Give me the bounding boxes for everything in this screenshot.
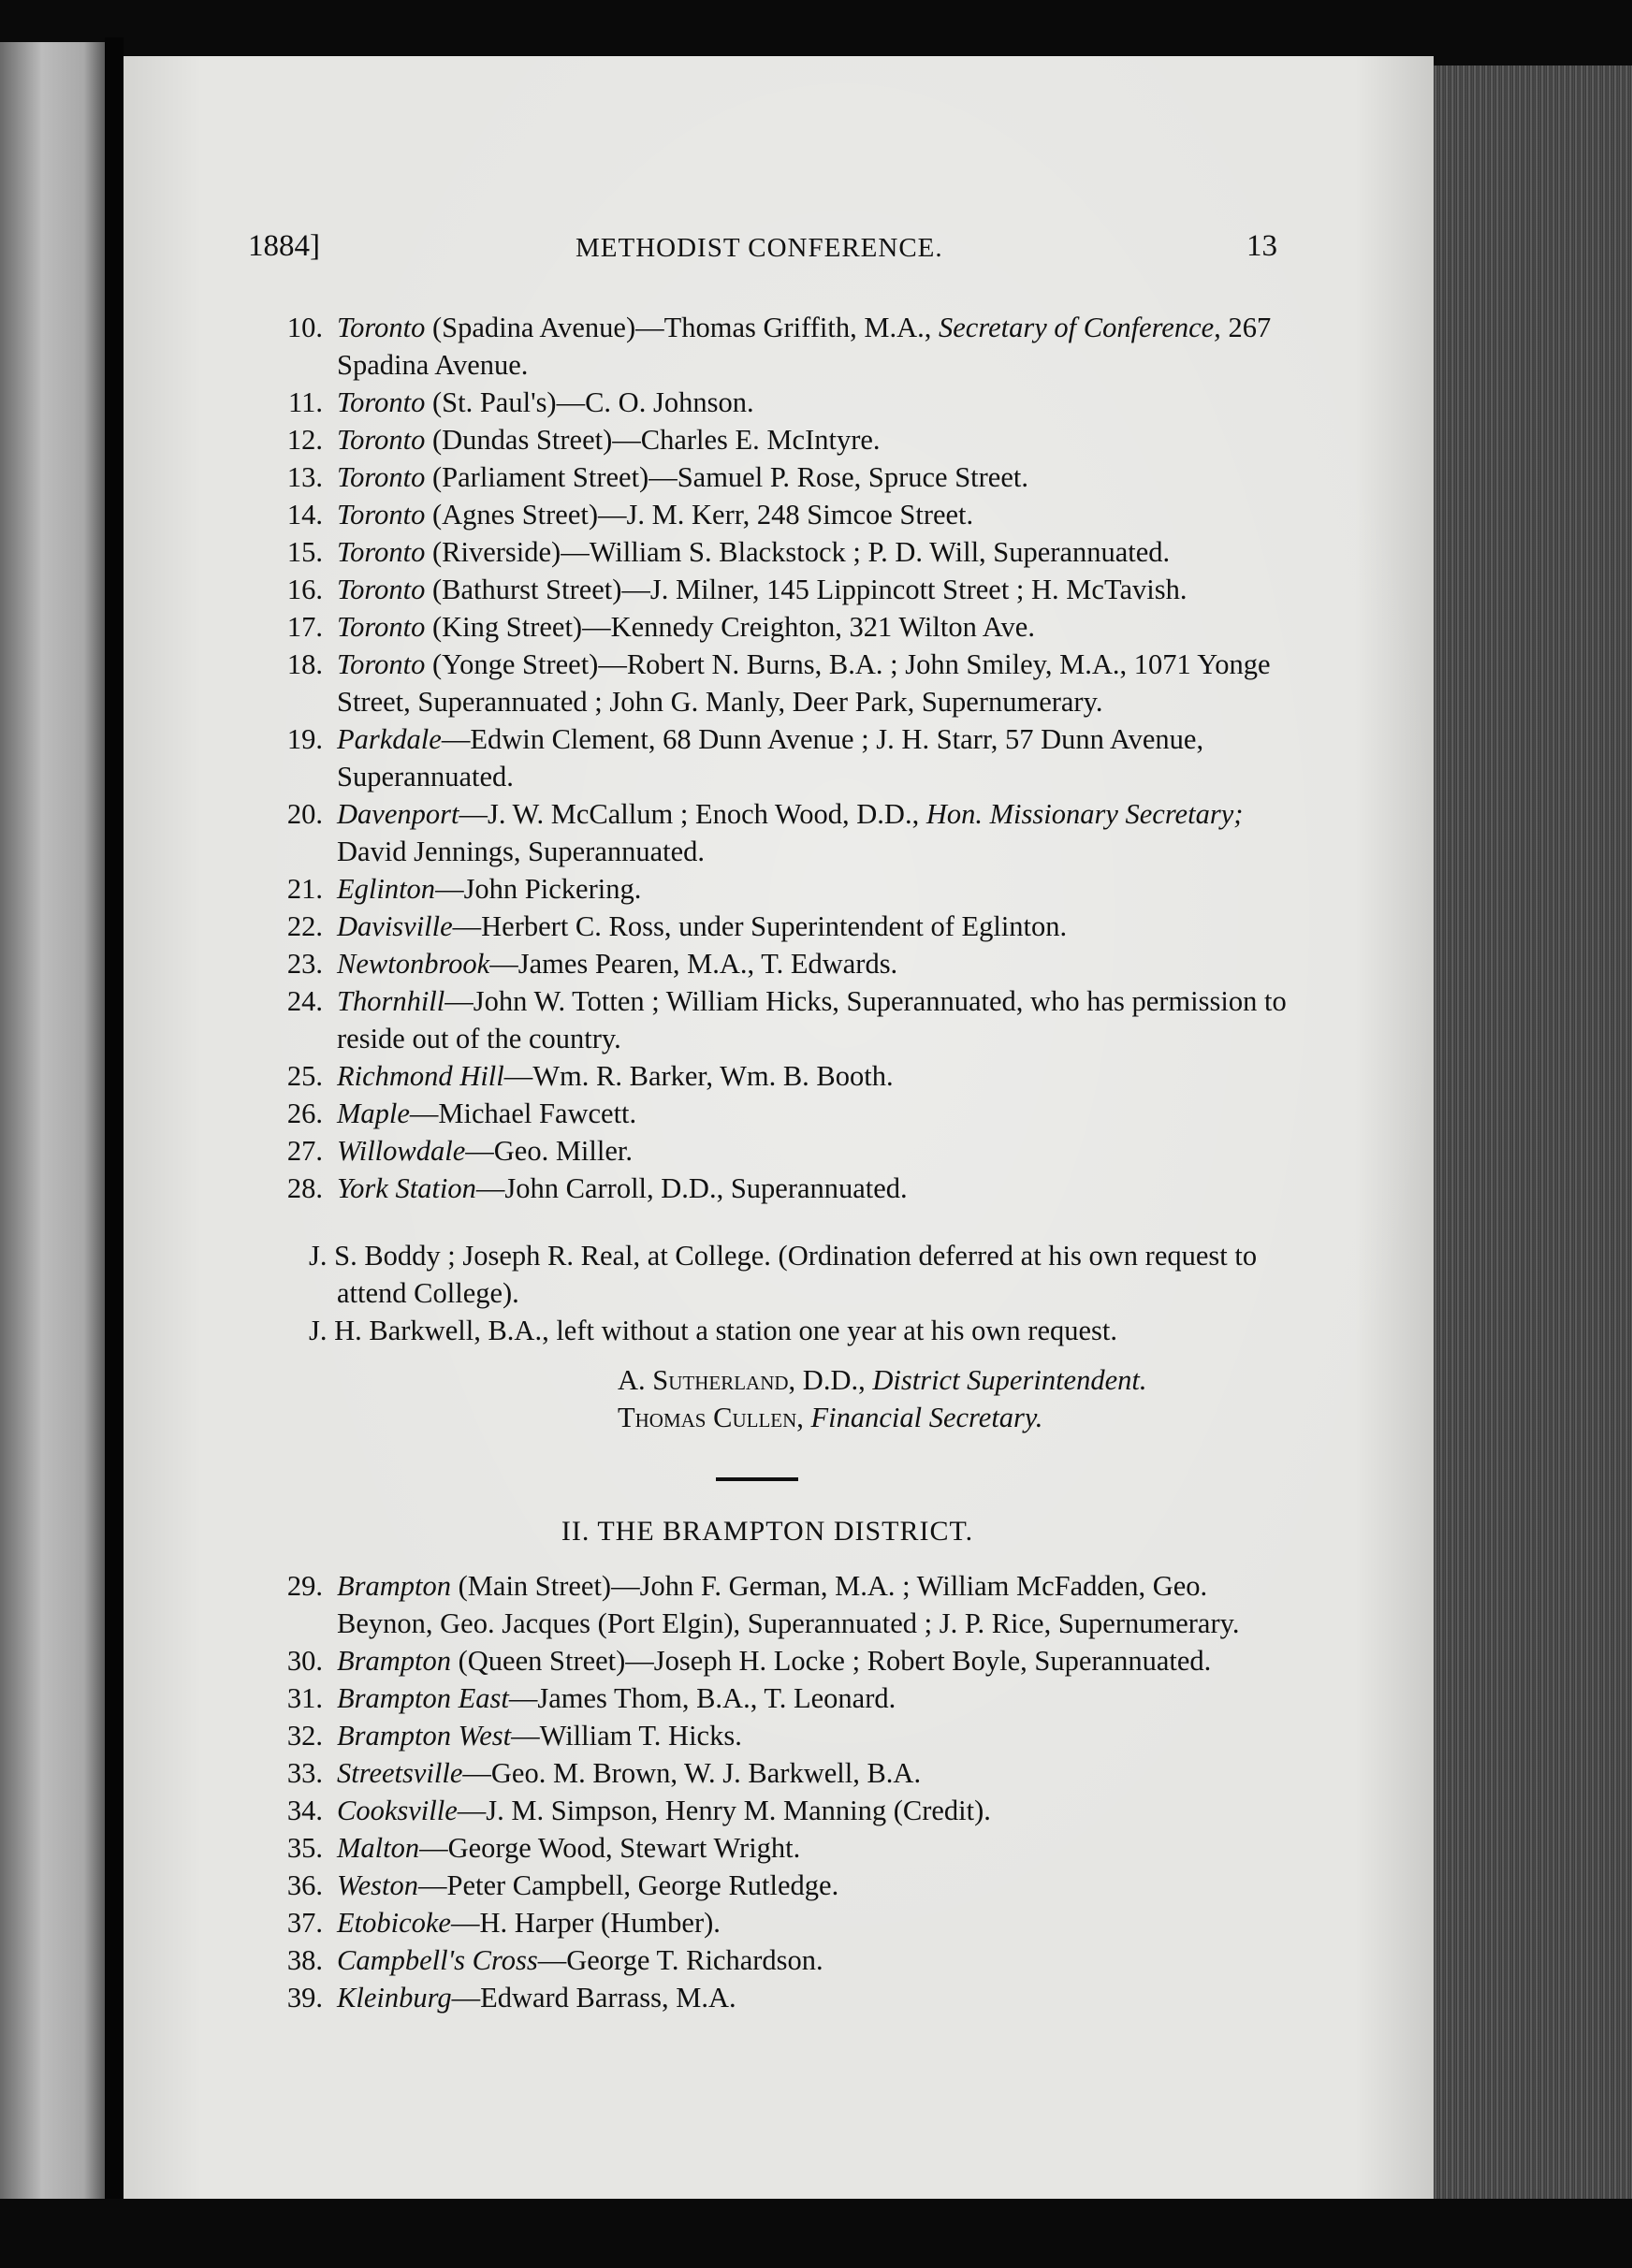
entry-text: —Geo. Miller. — [465, 1135, 633, 1167]
entry-place: Toronto — [337, 499, 426, 531]
entry-number: 19. — [286, 723, 323, 755]
list-item — [248, 1095, 1287, 1132]
entry-text: —James Pearen, M.A., T. Edwards. — [489, 948, 898, 980]
entry-text: —John Pickering. — [435, 873, 642, 905]
signature-line — [248, 1399, 1287, 1436]
entry-number: 34. — [286, 1795, 323, 1826]
entry-text: —John W. Totten ; William Hicks, Superannuated, who has permission to reside out of the country. — [337, 985, 1287, 1054]
entry-number: 28. — [286, 1172, 323, 1204]
list-item — [248, 795, 1287, 870]
entry-place: Cooksville — [337, 1795, 458, 1826]
entry-text: (Queen Street)—Joseph H. Locke ; Robert Boyle, Superannuated. — [451, 1645, 1212, 1677]
entry-place: York Station — [337, 1172, 476, 1204]
entry-text: —George T. Richardson. — [537, 1944, 823, 1976]
list-item — [248, 384, 1287, 421]
entry-number: 38. — [286, 1944, 323, 1976]
list-item — [248, 1941, 1287, 1979]
entry-place: Maple — [337, 1098, 410, 1129]
entry-number: 11. — [288, 386, 323, 418]
entry-number: 26. — [286, 1098, 323, 1129]
entry-place: Thornhill — [337, 985, 445, 1017]
entry-text: —Edwin Clement, 68 Dunn Avenue ; J. H. Starr, 57 Dunn Avenue, Superannuated. — [337, 723, 1204, 792]
list-item — [248, 571, 1287, 608]
list-item — [248, 945, 1287, 982]
entry-text: (Parliament Street)—Samuel P. Rose, Spruce Street. — [425, 461, 1028, 493]
entry-place: Etobicoke — [337, 1907, 451, 1939]
entry-number: 20. — [286, 798, 323, 830]
district-title: II. THE BRAMPTON DISTRICT. — [561, 1516, 974, 1547]
entry-text: —James Thom, B.A., T. Leonard. — [508, 1682, 896, 1714]
list-item — [248, 421, 1287, 458]
toronto-district-entries — [248, 309, 1287, 1207]
signature-name: A. Sutherland, D.D., — [618, 1364, 866, 1396]
header-title: METHODIST CONFERENCE. — [576, 233, 943, 263]
entry-text: (Yonge Street)—Robert N. Burns, B.A. ; John Smiley, M.A., 1071 Yonge Street, Superannuated ; John G. Manly, Deer Park, Supernumerary. — [337, 648, 1271, 718]
list-item — [248, 1642, 1287, 1679]
entry-text: (Riverside)—William S. Blackstock ; P. D. Will, Superannuated. — [425, 536, 1171, 568]
signature-name: Thomas Cullen, — [618, 1402, 804, 1433]
brampton-district-entries — [248, 1567, 1287, 2016]
entry-place: Newtonbrook — [337, 948, 490, 980]
entry-number: 14. — [286, 499, 323, 531]
entry-place: Brampton — [337, 1570, 451, 1602]
entry-number: 13. — [286, 461, 323, 493]
list-item — [248, 1979, 1287, 2016]
entry-place: Davenport — [337, 798, 459, 830]
entry-place: Kleinburg — [337, 1982, 452, 2014]
list-item — [248, 1057, 1287, 1095]
list-item — [248, 870, 1287, 908]
list-item — [248, 496, 1287, 533]
entry-tail-text: 267 Spadina Avenue. — [337, 312, 1272, 381]
signature-role: District Superintendent. — [865, 1364, 1147, 1396]
notes — [248, 1237, 1287, 1349]
entry-place: Parkdale — [337, 723, 442, 755]
list-item — [248, 533, 1287, 571]
list-item — [248, 608, 1287, 646]
list-item — [248, 1717, 1287, 1754]
entry-place: Toronto — [337, 312, 426, 343]
signature-line — [248, 1361, 1287, 1399]
list-item — [248, 720, 1287, 795]
entry-number: 18. — [286, 648, 323, 680]
entry-number: 17. — [286, 611, 323, 643]
entry-text: —J. W. McCallum ; Enoch Wood, D.D., — [459, 798, 926, 830]
left-page-edge — [0, 42, 105, 2213]
entry-number: 29. — [286, 1570, 323, 1602]
entry-tail-text: David Jennings, Superannuated. — [337, 836, 706, 867]
list-item — [248, 1792, 1287, 1829]
entry-text: (Agnes Street)—J. M. Kerr, 248 Simcoe Street. — [425, 499, 974, 531]
entry-italic-text: Hon. Missionary Secretary; — [925, 798, 1244, 830]
entry-number: 37. — [286, 1907, 323, 1939]
entry-text: (Bathurst Street)—J. Milner, 145 Lippincott Street ; H. McTavish. — [425, 574, 1188, 605]
note-line: J. H. Barkwell, B.A., left without a station one year at his own request. — [309, 1315, 1117, 1346]
entry-place: Brampton — [337, 1645, 451, 1677]
entry-number: 10. — [286, 312, 323, 343]
entry-text: (Spadina Avenue)—Thomas Griffith, M.A., — [425, 312, 940, 343]
entry-number: 24. — [286, 985, 323, 1017]
entry-place: Campbell's Cross — [337, 1944, 538, 1976]
entry-number: 33. — [286, 1757, 323, 1789]
list-item — [248, 1754, 1287, 1792]
entry-number: 36. — [286, 1869, 323, 1901]
list-item — [248, 982, 1287, 1057]
list-item — [248, 1867, 1287, 1904]
list-item — [248, 1170, 1287, 1207]
entry-place: Eglinton — [337, 873, 436, 905]
header-year: 1884] — [248, 229, 320, 263]
note-line: J. S. Boddy ; Joseph R. Real, at College. (Ordination deferred at his own request to attend College). — [309, 1240, 1258, 1309]
entry-text: —Geo. M. Brown, W. J. Barkwell, B.A. — [462, 1757, 922, 1789]
entry-text: (Main Street)—John F. German, M.A. ; William McFadden, Geo. Beynon, Geo. Jacques (Port Elgin), Superannuated ; J. P. Rice, Supernumerary. — [337, 1570, 1240, 1639]
signature-role: Financial Secretary. — [803, 1402, 1043, 1433]
entry-place: Richmond Hill — [337, 1060, 504, 1092]
entry-text: —Peter Campbell, George Rutledge. — [418, 1869, 839, 1901]
entry-text: (King Street)—Kennedy Creighton, 321 Wilton Ave. — [425, 611, 1035, 643]
list-item — [248, 309, 1287, 384]
entry-number: 21. — [286, 873, 323, 905]
running-header — [248, 229, 1277, 276]
entry-text: —J. M. Simpson, Henry M. Manning (Credit). — [457, 1795, 991, 1826]
entry-place: Toronto — [337, 648, 426, 680]
entry-text: —George Wood, Stewart Wright. — [419, 1832, 801, 1864]
list-item — [248, 908, 1287, 945]
list-item — [248, 458, 1287, 496]
list-item — [248, 1904, 1287, 1941]
entry-number: 22. — [286, 910, 323, 942]
entry-text: —William T. Hicks. — [511, 1720, 742, 1752]
entry-text: —Wm. R. Barker, Wm. B. Booth. — [503, 1060, 894, 1092]
list-item — [248, 646, 1287, 720]
list-item — [248, 1679, 1287, 1717]
entry-italic-text: Secretary of Conference, — [939, 312, 1221, 343]
entry-place: Toronto — [337, 574, 426, 605]
entry-number: 32. — [286, 1720, 323, 1752]
entry-number: 25. — [286, 1060, 323, 1092]
page-number: 13 — [1246, 229, 1277, 263]
entry-number: 30. — [286, 1645, 323, 1677]
entry-number: 16. — [286, 574, 323, 605]
book-gutter — [105, 37, 124, 2227]
page-edges — [1434, 65, 1632, 2208]
entry-number: 31. — [286, 1682, 323, 1714]
entry-number: 12. — [286, 424, 323, 456]
entry-place: Willowdale — [337, 1135, 466, 1167]
entry-number: 23. — [286, 948, 323, 980]
entry-number: 27. — [286, 1135, 323, 1167]
list-item — [248, 1829, 1287, 1867]
entry-place: Toronto — [337, 611, 426, 643]
entry-place: Toronto — [337, 461, 426, 493]
entry-number: 39. — [286, 1982, 323, 2014]
scan-background — [0, 2199, 1632, 2268]
entry-place: Streetsville — [337, 1757, 463, 1789]
entry-number: 15. — [286, 536, 323, 568]
entry-place: Davisville — [337, 910, 453, 942]
section-rule — [716, 1477, 798, 1481]
entry-place: Toronto — [337, 536, 426, 568]
entry-text: —Michael Fawcett. — [409, 1098, 637, 1129]
entry-place: Brampton West — [337, 1720, 512, 1752]
entry-text: —H. Harper (Humber). — [450, 1907, 721, 1939]
entry-text: (St. Paul's)—C. O. Johnson. — [425, 386, 754, 418]
entry-text: —Herbert C. Ross, under Superintendent of Eglinton. — [452, 910, 1068, 942]
entry-place: Weston — [337, 1869, 418, 1901]
entry-text: (Dundas Street)—Charles E. McIntyre. — [425, 424, 881, 456]
list-item — [248, 1567, 1287, 1642]
list-item — [248, 1132, 1287, 1170]
entry-text: —John Carroll, D.D., Superannuated. — [475, 1172, 908, 1204]
signatures — [248, 1361, 1287, 1436]
entry-text: —Edward Barrass, M.A. — [451, 1982, 736, 2014]
entry-place: Malton — [337, 1832, 420, 1864]
entry-place: Toronto — [337, 424, 426, 456]
entry-place: Toronto — [337, 386, 426, 418]
entry-place: Brampton East — [337, 1682, 509, 1714]
entry-number: 35. — [286, 1832, 323, 1864]
